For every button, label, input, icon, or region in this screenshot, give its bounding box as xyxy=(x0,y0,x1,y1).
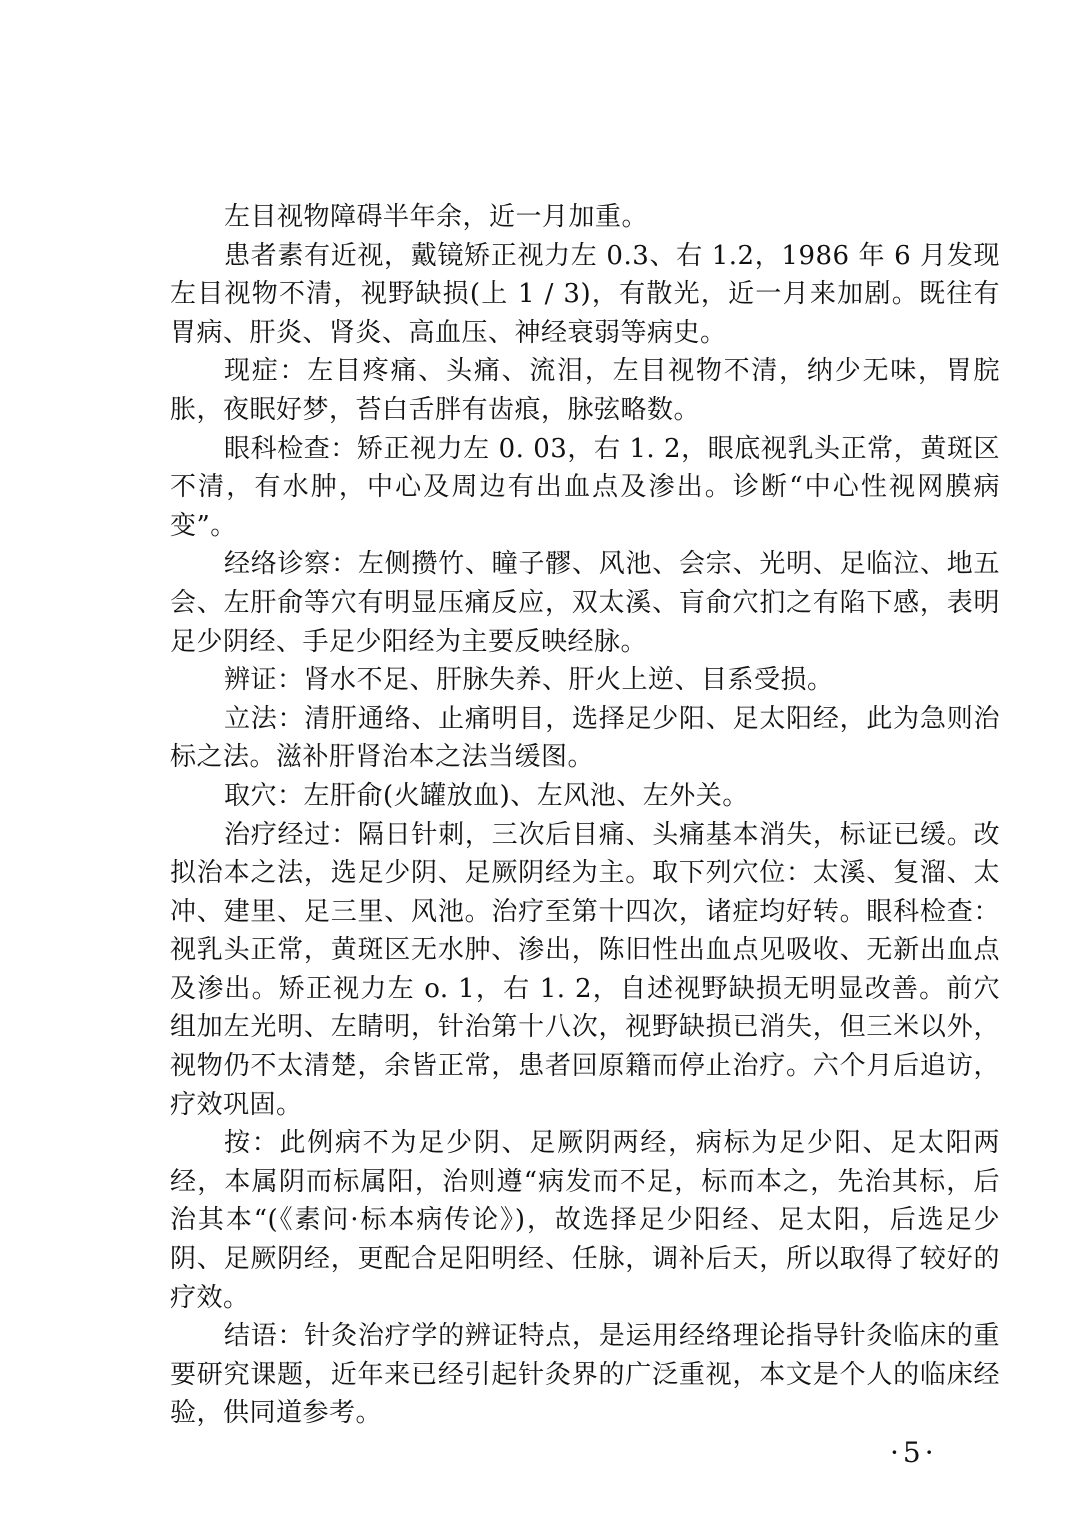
page-number: ·5· xyxy=(890,1436,938,1469)
treatment-principle-paragraph: 立法：清肝通络、止痛明目，选择足少阳、足太阳经，此为急则治标之法。滋补肝肾治本之法当缓图。 xyxy=(170,703,1000,773)
body-text xyxy=(170,198,1000,1433)
chief-complaint-paragraph: 左目视物障碍半年余，近一月加重。 xyxy=(224,202,649,232)
conclusion-paragraph: 结语：针灸治疗学的辨证特点，是运用经络理论指导针灸临床的重要研究课题，近年来已经引起针灸界的广泛重视，本文是个人的临床经验，供同道参考。 xyxy=(170,1321,1000,1429)
eye-exam-paragraph: 眼科检查：矫正视力左 0. 03，右 1. 2，眼底视乳头正常，黄斑区不清，有水肿，中心及周边有出血点及渗出。诊断“中心性视网膜病变”。 xyxy=(170,433,1000,541)
acupoints-paragraph: 取穴：左肝俞(火罐放血)、左风池、左外关。 xyxy=(224,780,749,811)
current-symptoms-paragraph: 现症：左目疼痛、头痛、流泪，左目视物不清，纳少无味，胃脘胀，夜眠好梦，苔白舌胖有齿痕，脉弦略数。 xyxy=(170,356,1000,425)
diagnosis-paragraph: 辨证：肾水不足、肝脉失养、肝火上逆、目系受损。 xyxy=(224,665,834,696)
history-paragraph: 患者素有近视，戴镜矫正视力左 0.3、右 1.2，1986 年 6 月发现左目视物不清，视野缺损(上 1 / 3)，有散光，近一月来加剧。既往有胃病、肝炎、肾炎、高血压、神经衰弱等病史。 xyxy=(170,240,1000,348)
meridian-exam-paragraph: 经络诊察：左侧攒竹、瞳子髎、风池、会宗、光明、足临泣、地五会、左肝俞等穴有明显压痛反应，双太溪、肓俞穴扪之有陷下感，表明足少阴经、手足少阳经为主要反映经脉。 xyxy=(170,549,1000,657)
treatment-course-paragraph: 治疗经过：隔日针刺，三次后目痛、头痛基本消失，标证已缓。改拟治本之法，选足少阴、足厥阴经为主。取下列穴位：太溪、复溜、太冲、建里、足三里、风池。治疗至第十四次，诸症均好转。眼科检查：视乳头正常，黄斑区无水肿、渗出，陈旧性出血点见吸收、无新出血点及渗出。矫正视力左 o. 1，右 1. 2，自述视野缺损无明显改善。前穴组加左光明、左睛明，针治第十八次，视野缺损已消失，但三米以外，视物仍不太清楚，余皆正常，患者回原籍而停止治疗。六个月后追访，疗效巩固。 xyxy=(170,819,1000,1120)
commentary-paragraph: 按：此例病不为足少阴、足厥阴两经，病标为足少阳、足太阳两经，本属阴而标属阳，治则遵“病发而不足，标而本之，先治其标，后治其本“(《素问·标本病传论》)，故选择足少阳经、足太阳，后选足少阴、足厥阴经，更配合足阳明经、任脉，调补后天，所以取得了较好的疗效。 xyxy=(170,1128,1000,1313)
